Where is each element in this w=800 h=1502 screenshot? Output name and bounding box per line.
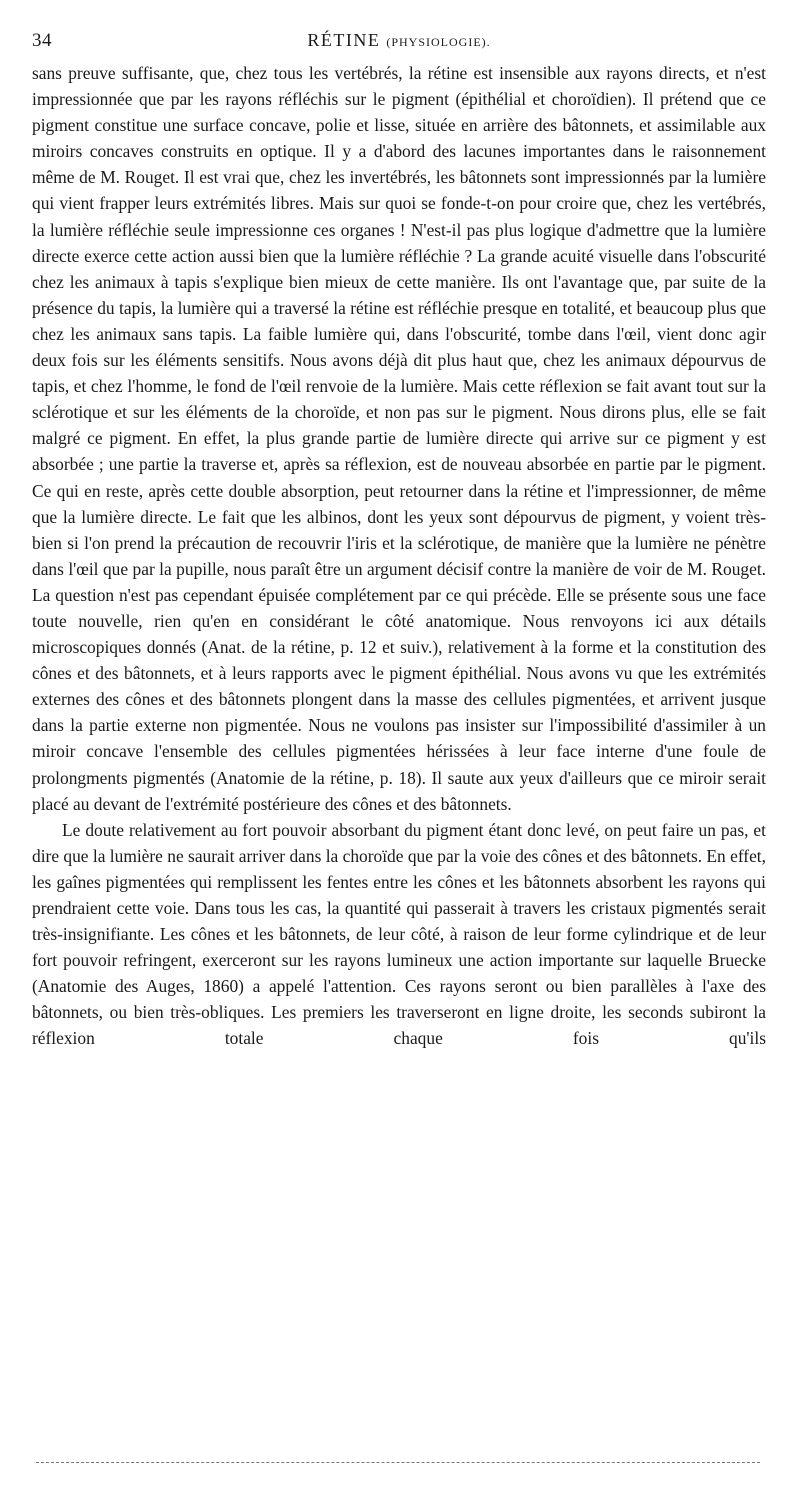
title-main: RÉTINE — [307, 30, 381, 50]
title-sub: (PHYSIOLOGIE). — [386, 35, 491, 49]
page-number: 34 — [32, 30, 52, 51]
body-text — [32, 60, 766, 1052]
page-title — [32, 30, 766, 51]
paragraph: sans preuve suffisante, que, chez tous les vertébrés, la rétine est insensible aux rayons directs, et n'est impressionnée que par les rayons réfléchis sur le pigment (épithélial et choroïdien). Il prétend que ce pigment constitue une surface concave, polie et lisse, située en arrière des bâtonnets, et assimilable aux miroirs concaves construits en optique. Il y a d'abord des lacunes importantes dans le raisonnement même de M. Rouget. Il est vrai que, chez les invertébrés, les bâtonnets sont impressionnés par la lumière qui vient frapper leurs extrémités libres. Mais sur quoi se fonde-t-on pour croire que, chez les vertébrés, la lumière réfléchie seule impressionne ces organes ! N'est-il pas plus logique d'admettre que la lumière directe exerce cette action aussi bien que la lumière réfléchie ? La grande acuité visuelle dans l'obscurité chez les animaux à tapis s'explique bien mieux de cette manière. Ils ont l'avantage que, par suite de la présence du tapis, la lumière qui a traversé la rétine est réfléchie presque en totalité, et beaucoup plus que chez les animaux sans tapis. La faible lumière qui, dans l'obscurité, tombe dans l'œil, vient donc agir deux fois sur les éléments sensitifs. Nous avons déjà dit plus haut que, chez les animaux dépourvus de tapis, et chez l'homme, le fond de l'œil renvoie de la lumière. Mais cette réflexion se fait avant tout sur la sclérotique et sur les éléments de la choroïde, et non pas sur le pigment. Nous dirons plus, elle se fait malgré ce pigment. En effet, la plus grande partie de lumière directe qui arrive sur ce pigment y est absorbée ; une partie la traverse et, après sa réflexion, est de nouveau absorbée en partie par le pigment. Ce qui en reste, après cette double absorption, peut retourner dans la rétine et l'impressionner, de même que la lumière directe. Le fait que les albinos, dont les yeux sont dépourvus de pigment, y voient très-bien si l'on prend la précaution de recouvrir l'iris et la sclérotique, de manière que la lumière ne pénètre dans l'œil que par la pupille, nous paraît être un argument décisif contre la manière de voir de M. Rouget. La question n'est pas cependant épuisée complétement par ce qui précède. Elle se présente sous une face toute nouvelle, rien qu'en en considérant le côté anatomique. Nous renvoyons ici aux détails microscopiques donnés (Anat. de la rétine, p. 12 et suiv.), relativement à la forme et la constitution des cônes et des bâtonnets, et à leurs rapports avec le pigment épithélial. Nous avons vu que les extrémités externes des cônes et des bâtonnets plongent dans la masse des cellules pigmentées, et arrivent jusque dans la partie externe non pigmentée. Nous ne voulons pas insister sur l'impossibilité d'assimiler à un miroir concave l'ensemble des cellules pigmentées hérissées à leur face interne d'une foule de prolongments pigmentés (Anatomie de la rétine, p. 18). Il saute aux yeux d'ailleurs que ce miroir serait placé au devant de l'extrémité postérieure des cônes et des bâtonnets. — [32, 63, 766, 814]
paragraph: Le doute relativement au fort pouvoir absorbant du pigment étant donc levé, on peut faire un pas, et dire que la lumière ne saurait arriver dans la choroïde que par la voie des cônes et des bâtonnets. En effet, les gaînes pigmentées qui remplissent les fentes entre les cônes et les bâtonnets absorbent les rayons qui prendraient cette voie. Dans tous les cas, la quantité qui passerait à travers les cristaux pigmentés serait très-insignifiante. Les cônes et les bâtonnets, de leur côté, à raison de leur forme cylindrique et de leur fort pouvoir refringent, exerceront sur les rayons lumineux une action importante sur laquelle Bruecke (Anatomie des Auges, 1860) a appelé l'attention. Ces rayons seront ou bien parallèles à l'axe des bâtonnets, ou bien très-obliques. Les premiers les traverseront en ligne droite, les seconds subiront la réflexion totale chaque fois qu'ils — [32, 819, 766, 1049]
running-head — [32, 26, 766, 54]
footer-rule — [36, 1462, 760, 1463]
